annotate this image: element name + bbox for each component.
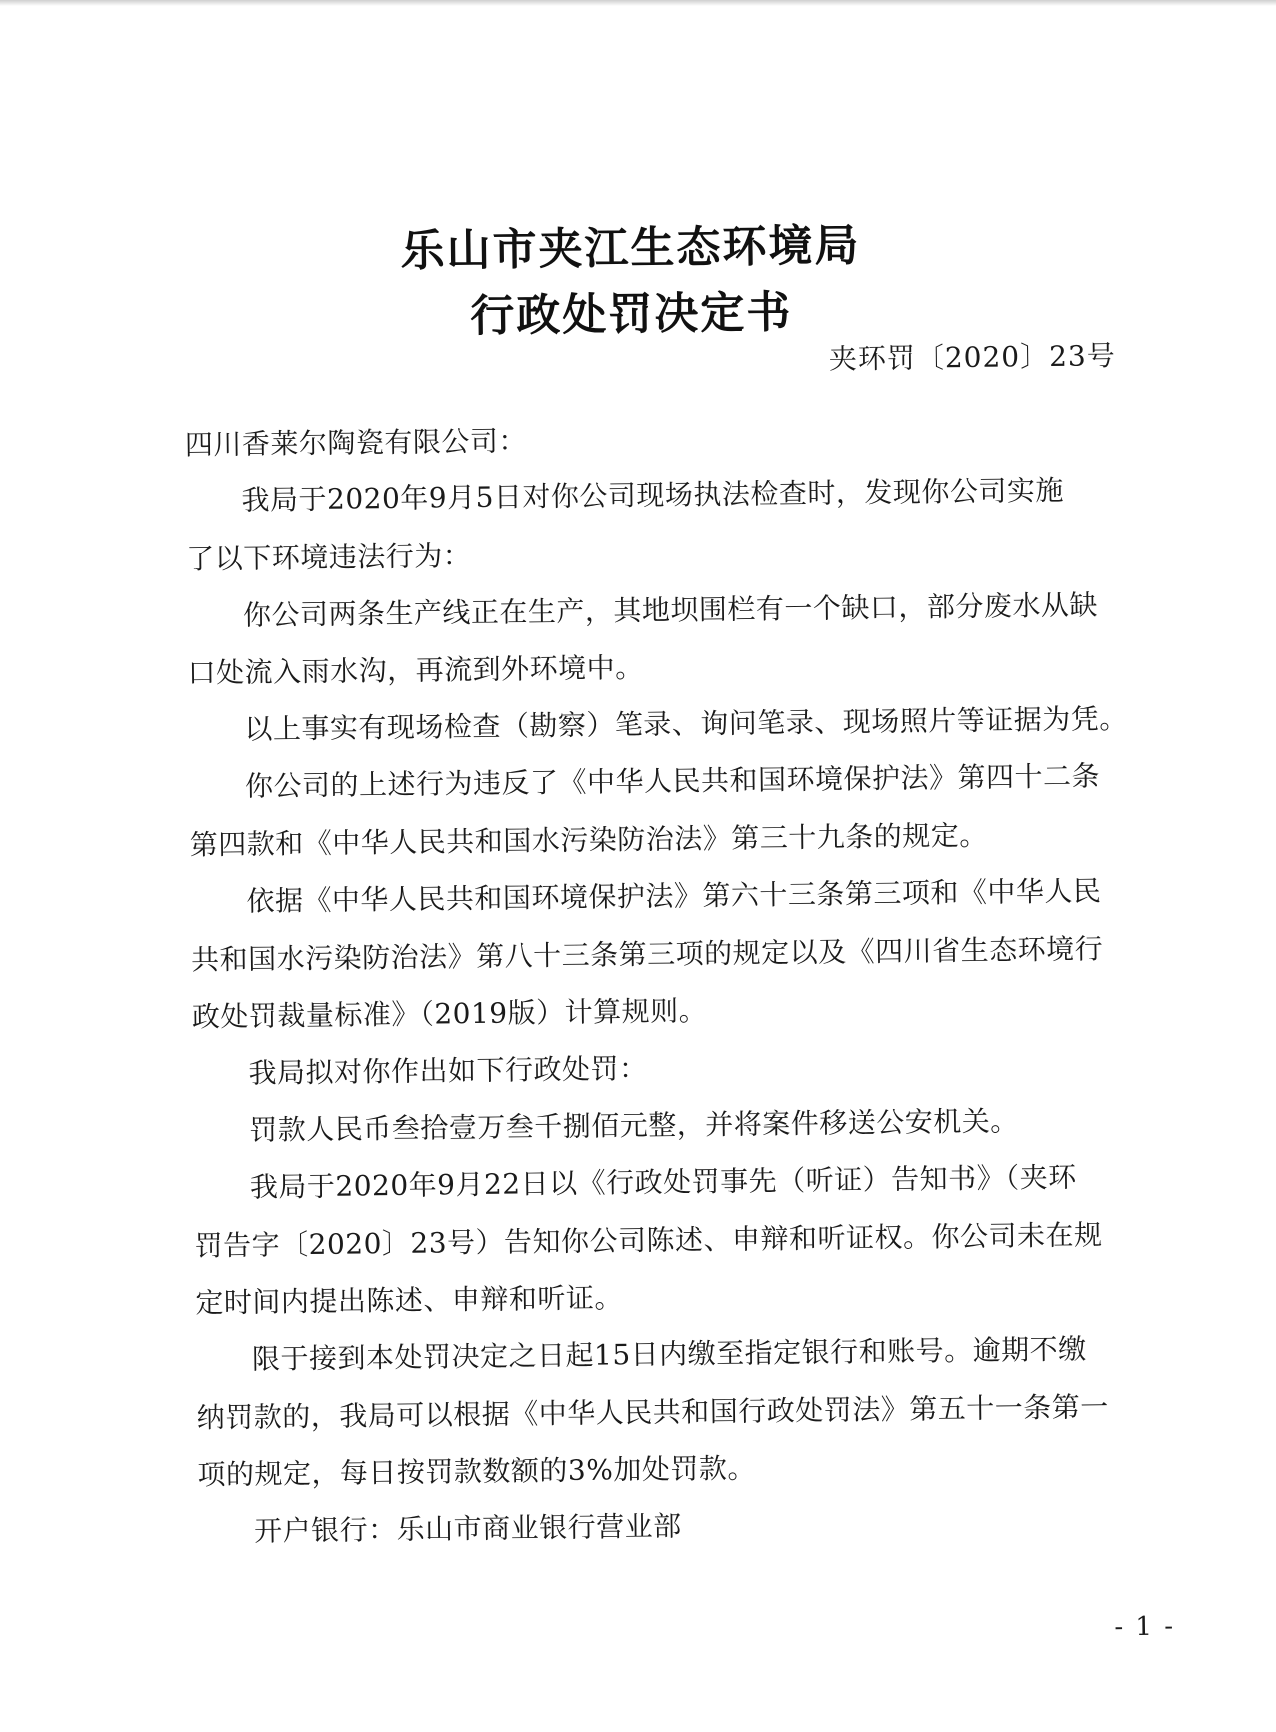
body-line: 罚告字〔2020〕23号）告知你公司陈述、申辩和听证权。你公司未在规	[194, 1218, 1103, 1263]
body-line: 项的规定，每日按罚款数额的3%加处罚款。	[197, 1451, 757, 1492]
body-line: 政处罚裁量标准》（2019版）计算规则。	[191, 994, 708, 1034]
body-line: 我局于2020年9月22日以《行政处罚事先（听证）告知书》（夹环	[249, 1160, 1077, 1204]
body-line: 以上事实有现场检查（勘察）笔录、询问笔录、现场照片等证据为凭。	[244, 702, 1129, 746]
body-line: 你公司两条生产线正在生产，其地坝围栏有一个缺口，部分废水从缺	[242, 588, 1099, 632]
body-line: 限于接到本处罚决定之日起15日内缴至指定银行和账号。逾期不缴	[251, 1332, 1087, 1376]
body-line: 纳罚款的，我局可以根据《中华人民共和国行政处罚法》第五十一条第一	[196, 1390, 1109, 1435]
body-line: 我局拟对你作出如下行政处罚：	[248, 1051, 648, 1090]
body-line: 口处流入雨水沟，再流到外环境中。	[187, 650, 644, 690]
body-line: 我局于2020年9月5日对你公司现场执法检查时，发现你公司实施	[241, 473, 1065, 517]
issuer-title: 乐山市夹江生态环境局	[400, 220, 861, 277]
body-line: 你公司的上述行为违反了《中华人民共和国环境保护法》第四十二条	[244, 759, 1101, 803]
bank-line: 开户银行：乐山市商业银行营业部	[253, 1509, 682, 1548]
body-line: 依据《中华人民共和国环境保护法》第六十三条第三项和《中华人民	[246, 874, 1102, 918]
body-line: 定时间内提出陈述、申辩和听证。	[195, 1281, 624, 1320]
penalty-line: 罚款人民币叁拾壹万叁千捌佰元整，并将案件移送公安机关。	[249, 1104, 1019, 1147]
recipient: 四川香莱尔陶瓷有限公司：	[184, 424, 528, 462]
body-line: 了以下环境违法行为：	[186, 539, 472, 576]
document-title: 行政处罚决定书	[470, 287, 793, 343]
body-line: 共和国水污染防治法》第八十三条第三项的规定以及《四川省生态环境行	[190, 932, 1104, 977]
page-number: - 1 -	[1114, 1611, 1176, 1643]
document-number: 夹环罚〔2020〕23号	[828, 339, 1116, 376]
body-line: 第四款和《中华人民共和国水污染防治法》第三十九条的规定。	[189, 818, 988, 862]
